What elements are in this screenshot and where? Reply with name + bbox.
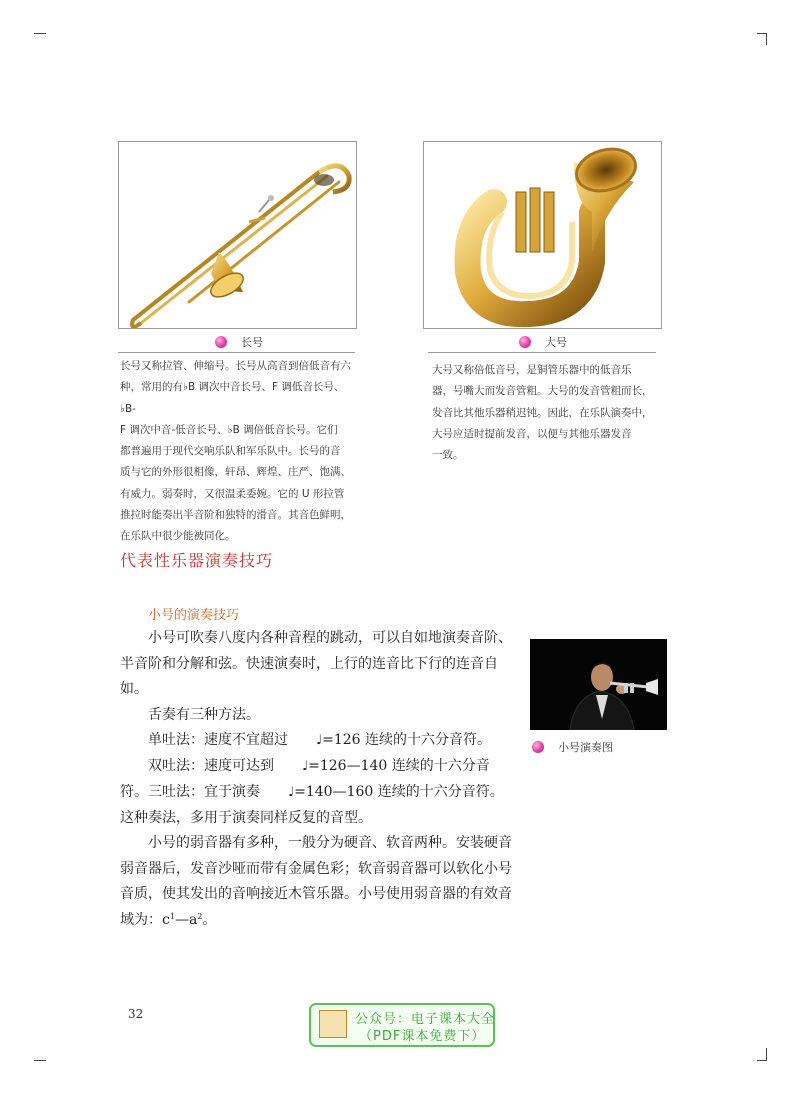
crop-mark bbox=[757, 1060, 767, 1061]
trombone-caption bbox=[215, 334, 263, 350]
crop-mark bbox=[766, 1048, 767, 1060]
crop-mark bbox=[34, 33, 46, 34]
trombone-caption-text: 长号 bbox=[241, 336, 263, 349]
page-number: 32 bbox=[128, 1007, 144, 1021]
text-line: 大号应适时提前发音，以便与其他乐器发音 bbox=[432, 427, 632, 440]
caption-dot-icon bbox=[519, 336, 531, 348]
text-span: 小号的弱音器有多种，一般分为硬音、软音两种。安装硬音弱音器后，发音沙哑而带有金属色彩；软音弱音器可以软化小号音质，使其发出的音响接近木管乐器。小号使用弱音器的有效音域为： bbox=[120, 835, 512, 928]
text-span: 三吐法：宜于演奏 bbox=[148, 784, 260, 800]
trumpet-caption bbox=[532, 739, 613, 755]
text-span: =140—160 连续的十六分音符。这种奏法，多用于演奏同样反复的音型。 bbox=[120, 784, 504, 826]
body-text-block-top bbox=[120, 626, 516, 805]
tuba-caption bbox=[519, 334, 567, 350]
trombone-caption-rule bbox=[118, 352, 355, 353]
body-text-block-bottom bbox=[120, 780, 516, 934]
quarter-note-icon: ♩ bbox=[288, 785, 295, 800]
text-span: =126 连续的十六分音符。 bbox=[322, 732, 492, 749]
tuba-caption-text: 大号 bbox=[545, 336, 567, 349]
caption-dot-icon bbox=[215, 336, 227, 348]
text-line: 质与它的外形很相像，轩昂、辉煌、庄严、饱满、 bbox=[120, 466, 351, 479]
text-line: 有威力。弱奏时，又很温柔委婉。它的 U 形拉管 bbox=[120, 487, 345, 500]
text-line: 大号又称倍低音号，是铜管乐器中的低音乐 bbox=[432, 364, 632, 376]
tuba-description bbox=[432, 360, 657, 466]
trumpet-player-illustration bbox=[530, 639, 667, 730]
text-span: =126—140 连续的十六分音符。 bbox=[120, 757, 490, 800]
paragraph-intro: 小号可吹奏八度内各种音程的跳动，可以自如地演奏音阶、半音阶和分解和弦。快速演奏时，上行的连音比下行的连音自如。 bbox=[120, 630, 512, 698]
trumpet-caption-text: 小号演奏图 bbox=[558, 741, 613, 754]
text-line: 种，常用的有♭B 调次中音长号、F 调低音长号、♭B- bbox=[120, 381, 345, 415]
crop-mark bbox=[766, 33, 767, 45]
superscript: 1 bbox=[169, 911, 175, 921]
tuba-caption-rule bbox=[428, 352, 656, 353]
range-text: c bbox=[162, 911, 170, 928]
trumpet-player-photo bbox=[530, 639, 667, 730]
watermark-stamp bbox=[309, 1003, 495, 1047]
stamp-line-2: （PDF课本免费下） bbox=[359, 1029, 486, 1044]
text-span: 。 bbox=[202, 911, 217, 928]
paragraph-tongue: 舌奏有三种方法。 bbox=[148, 706, 260, 723]
text-line: 发音比其他乐器稍迟钝。因此，在乐队演奏中， bbox=[432, 406, 653, 419]
range-text: —a bbox=[174, 911, 198, 928]
text-line: F 调次中音-低音长号、♭B 调倍低音长号。它们 bbox=[120, 423, 338, 436]
text-line: 推拉时能奏出半音阶和独特的滑音。其音色鲜明， bbox=[120, 509, 351, 522]
caption-dot-icon bbox=[532, 741, 544, 753]
tuba-photo bbox=[423, 141, 662, 329]
quarter-note-icon: ♩ bbox=[302, 758, 309, 774]
trombone-photo bbox=[118, 141, 357, 329]
text-line: 器，号嘴大而发音管粗。大号的发音管粗而长， bbox=[432, 385, 653, 398]
text-line: 长号又称拉管、伸缩号。长号从高音到倍低音有六 bbox=[120, 360, 351, 372]
text-line: 在乐队中很少能被同化。 bbox=[120, 530, 236, 543]
quarter-note-icon: ♩ bbox=[316, 733, 323, 749]
trombone-illustration bbox=[119, 142, 356, 328]
paragraph-single-tongue bbox=[120, 728, 516, 754]
text-line: 一致。 bbox=[432, 449, 464, 462]
paragraph-mute bbox=[120, 831, 516, 933]
text-span: 单吐法：速度不宜超过 bbox=[148, 732, 288, 749]
crop-mark bbox=[34, 1060, 46, 1061]
text-line: 都普遍用于现代交响乐队和军乐队中。长号的音 bbox=[120, 445, 341, 458]
superscript: 2 bbox=[197, 911, 203, 921]
tuba-illustration bbox=[424, 142, 661, 328]
section-title: 代表性乐器演奏技巧 bbox=[120, 551, 274, 570]
trombone-description bbox=[120, 356, 356, 548]
subsection-title: 小号的演奏技巧 bbox=[148, 608, 240, 623]
paragraph-triple-tongue bbox=[120, 780, 516, 831]
book-icon bbox=[319, 1010, 347, 1038]
text-span: 双吐法：速度可达到 bbox=[148, 757, 274, 774]
stamp-line-1: 公众号：电子课本大全 bbox=[355, 1012, 496, 1027]
